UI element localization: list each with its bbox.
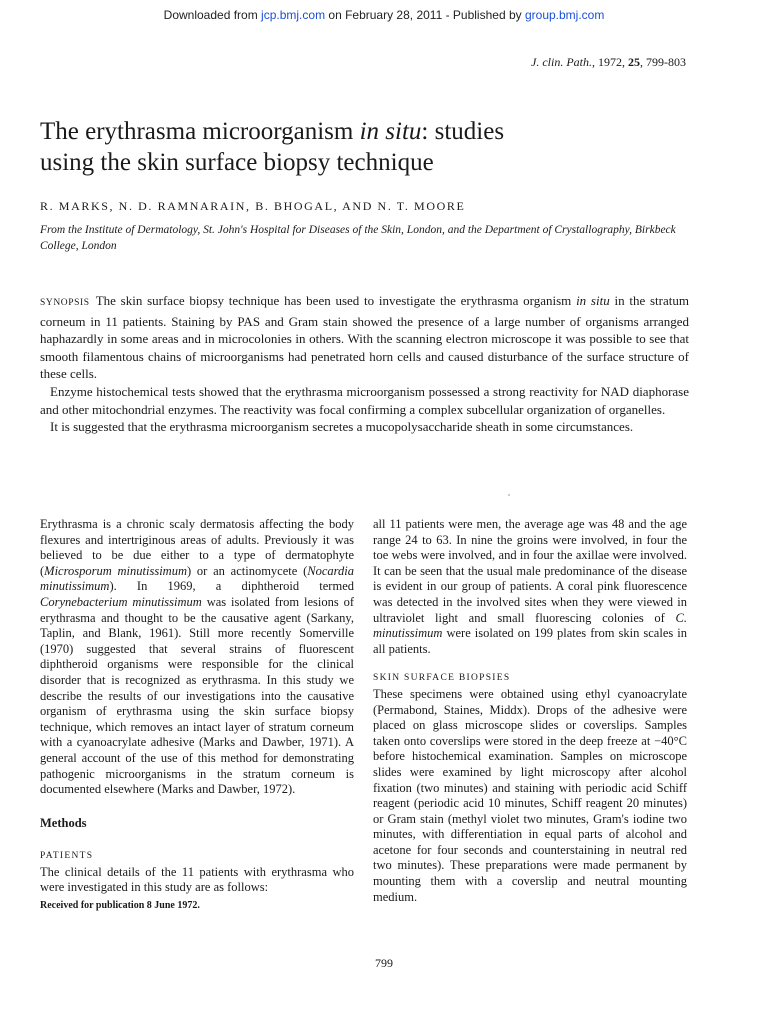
abstract-para-2: Enzyme histochemical tests showed that the erythrasma microorganism possessed a strong reactivity for NAD diaphorase and other mitochondrial enzymes. The reactivity was focal confirming a complex subcellular organization of organelles.: [40, 383, 689, 417]
species-name: Microsporum minutissimum: [44, 563, 187, 578]
journal-name: J. clin. Path.: [531, 55, 592, 69]
download-prefix: Downloaded from: [163, 8, 262, 22]
title-line2: using the skin surface biopsy technique: [40, 149, 434, 176]
patients-heading: PATIENTS: [40, 851, 94, 862]
left-column: [40, 517, 354, 914]
species-name: Nocardia minutissimum: [40, 563, 354, 594]
download-header: [0, 8, 768, 22]
abstract-para-3: It is suggested that the erythrasma microorganism secretes a mucopolysaccharide sheath in some circumstances.: [50, 419, 634, 435]
body-text: was isolated from lesions of erythrasma and thought to be the causative agent (Sarkany, Taplin, and Blank, 1961). Still more recently Somerville (1970) suggested that several strains of fluorescent diphtheroid organisms were responsible for the clinical disorder that is recognized as erythrasma. In this study we describe the results of our investigations into the causative organism of erythrasma using the skin surface biopsy technique, which removes an intact layer of stratum corneum with a cyanoacrylate adhesive (Marks and Dawber, 1971). A general account of the use of this method for demonstrating pathogenic microorganisms in the stratum corneum is documented elsewhere (Marks and Dawber, 1972).: [40, 594, 354, 797]
journal-citation: [531, 55, 686, 70]
body-text: Erythrasma is a chronic scaly dermatosis affecting the body flexures and intertriginous areas of adults. Previously it was believed to be due either to a type of dermatophyte (: [40, 517, 354, 578]
abstract-para-1: [40, 292, 689, 383]
right-column: [373, 517, 687, 905]
patients-continued: [373, 517, 687, 657]
body-text: ). In 1969, a diphtheroid termed: [109, 579, 354, 594]
title-line1-a: The erythrasma microorganism: [40, 118, 360, 145]
page-title: [40, 116, 720, 178]
page-number: 799: [375, 956, 393, 970]
synopsis-label: SYNOPSIS: [40, 298, 90, 308]
species-name: C. minutissimum: [373, 610, 687, 641]
title-line1-b: : studies: [421, 118, 505, 145]
species-name: Corynebacterium minutissimum: [40, 594, 202, 609]
citation-year: , 1972,: [592, 55, 628, 69]
abstract-text: in the stratum corneum in 11 patients. Staining by PAS and Gram stain showed the presence of a large number of organisms arranged haphazardly in some areas and in microcolonies in others. With the scanning electron microscope it was possible to see that smooth filamentous chains of microorganisms had penetrated horn cells and caused disturbance of the surface structure of these cells.: [40, 293, 689, 382]
download-middle: on February 28, 2011 - Published by: [325, 8, 525, 22]
group-site-link[interactable]: group.bmj.com: [524, 8, 605, 22]
abstract: [40, 292, 689, 436]
biopsies-heading: SKIN SURFACE BIOPSIES: [373, 673, 511, 684]
body-text: all 11 patients were men, the average age was 48 and the age range 24 to 63. In nine the groins were involved, in four the toe webs were involved, and in four the axillae were involved. It can be seen that the usual male predominance of the disease is evident in our group of patients. A coral pink fluorescence was detected in the involved sites when they were viewed in ultraviolet light and small fluorescing colonies of: [373, 517, 687, 625]
body-text: were isolated on 199 plates from skin scales in all patients.: [373, 626, 687, 656]
patients-text: The clinical details of the 11 patients with erythrasma who were investigated in this study are as follows:: [40, 864, 354, 895]
author-list: R. MARKS, N. D. RAMNARAIN, B. BHOGAL, AND N. T. MOORE: [40, 199, 466, 213]
title-italic: in situ: [359, 118, 422, 145]
affiliation: From the Institute of Dermatology, St. John's Hospital for Diseases of the Skin, London, and the Department of Crystallography, Birkbeck College, London: [40, 224, 676, 252]
scan-speck: [508, 494, 510, 496]
body-text: ) or an actinomycete (: [186, 563, 308, 578]
methods-heading: Methods: [40, 815, 87, 830]
abstract-italic: in situ: [576, 293, 610, 308]
citation-pages: , 799-803: [640, 55, 686, 69]
received-note: Received for publication 8 June 1972.: [40, 900, 200, 912]
biopsies-text: These specimens were obtained using ethyl cyanoacrylate (Permabond, Staines, Middx). Drops of the adhesive were placed on glass microscope slides or coverslips. Samples taken onto coverslips were stored in the deep freeze at −40°C before histochemical examination. Samples on microscope slides were examined by light microscopy after alcohol fixation (two minutes) and staining with periodic acid Schiff reagent (periodic acid 10 minutes, Schiff reagent 20 minutes) or Gram stain (methyl violet two minutes, Gram's iodine two minutes, with differentiation in equal parts of alcohol and acetone for four seconds and counterstaining in neutral red two minutes). These preparations were made permanent by mounting them with a coverslip and neutral mounting medium.: [373, 686, 687, 904]
abstract-text: The skin surface biopsy technique has been used to investigate the erythrasma organism: [95, 293, 577, 308]
intro-paragraph: [40, 517, 354, 798]
journal-site-link[interactable]: jcp.bmj.com: [261, 8, 326, 22]
citation-volume: 25: [628, 55, 640, 69]
